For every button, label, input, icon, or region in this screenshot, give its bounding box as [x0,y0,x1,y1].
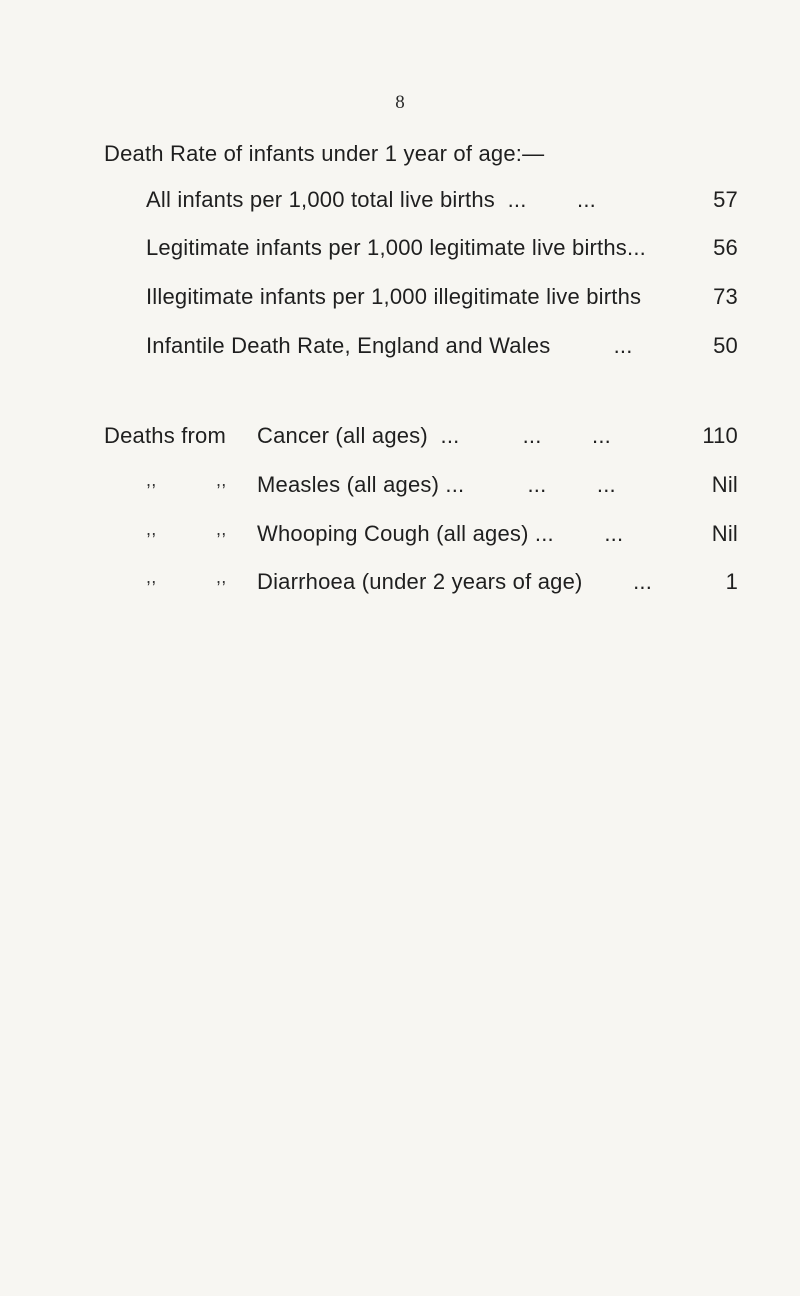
row-label: Diarrhoea (under 2 years of age) ... [257,569,653,594]
deaths-row-whooping-cough [104,521,738,551]
ditto-mark: ,, [216,470,227,490]
row-value: Nil [711,521,738,546]
deaths-row-cancer [104,423,738,453]
row-label: All infants per 1,000 total live births ... ... [146,187,596,212]
row-label: Legitimate infants per 1,000 legitimate live births... [146,235,646,260]
infant-death-rate-heading: Death Rate of infants under 1 year of age:— [104,141,545,166]
row-label: Whooping Cough (all ages) ... ... [257,521,624,546]
row-value: 50 [713,333,738,358]
ditto-mark: ,, [216,567,227,587]
page-number: 8 [395,92,405,113]
deaths-row-diarrhoea [104,569,738,599]
row-prefix: Deaths from [104,423,227,448]
row-value: 56 [713,235,738,260]
infant-row-all [146,187,738,217]
row-value: Nil [711,472,738,497]
row-value: 110 [702,423,738,448]
row-value: 57 [713,187,738,212]
row-value: 73 [713,284,738,309]
ditto-mark: ,, [146,567,157,587]
row-label: Illegitimate infants per 1,000 illegitimate live births [146,284,642,309]
infant-row-legitimate [146,235,738,265]
deaths-row-measles [104,472,738,502]
ditto-mark: ,, [216,519,227,539]
infant-row-illegitimate [146,284,738,314]
ditto-mark: ,, [146,470,157,490]
row-value: 1 [725,569,738,594]
row-label: Cancer (all ages) ... ... ... [257,423,611,448]
row-label: Measles (all ages) ... ... ... [257,472,616,497]
infant-row-england-wales [146,333,738,363]
row-label: Infantile Death Rate, England and Wales ... [146,333,633,358]
ditto-mark: ,, [146,519,157,539]
